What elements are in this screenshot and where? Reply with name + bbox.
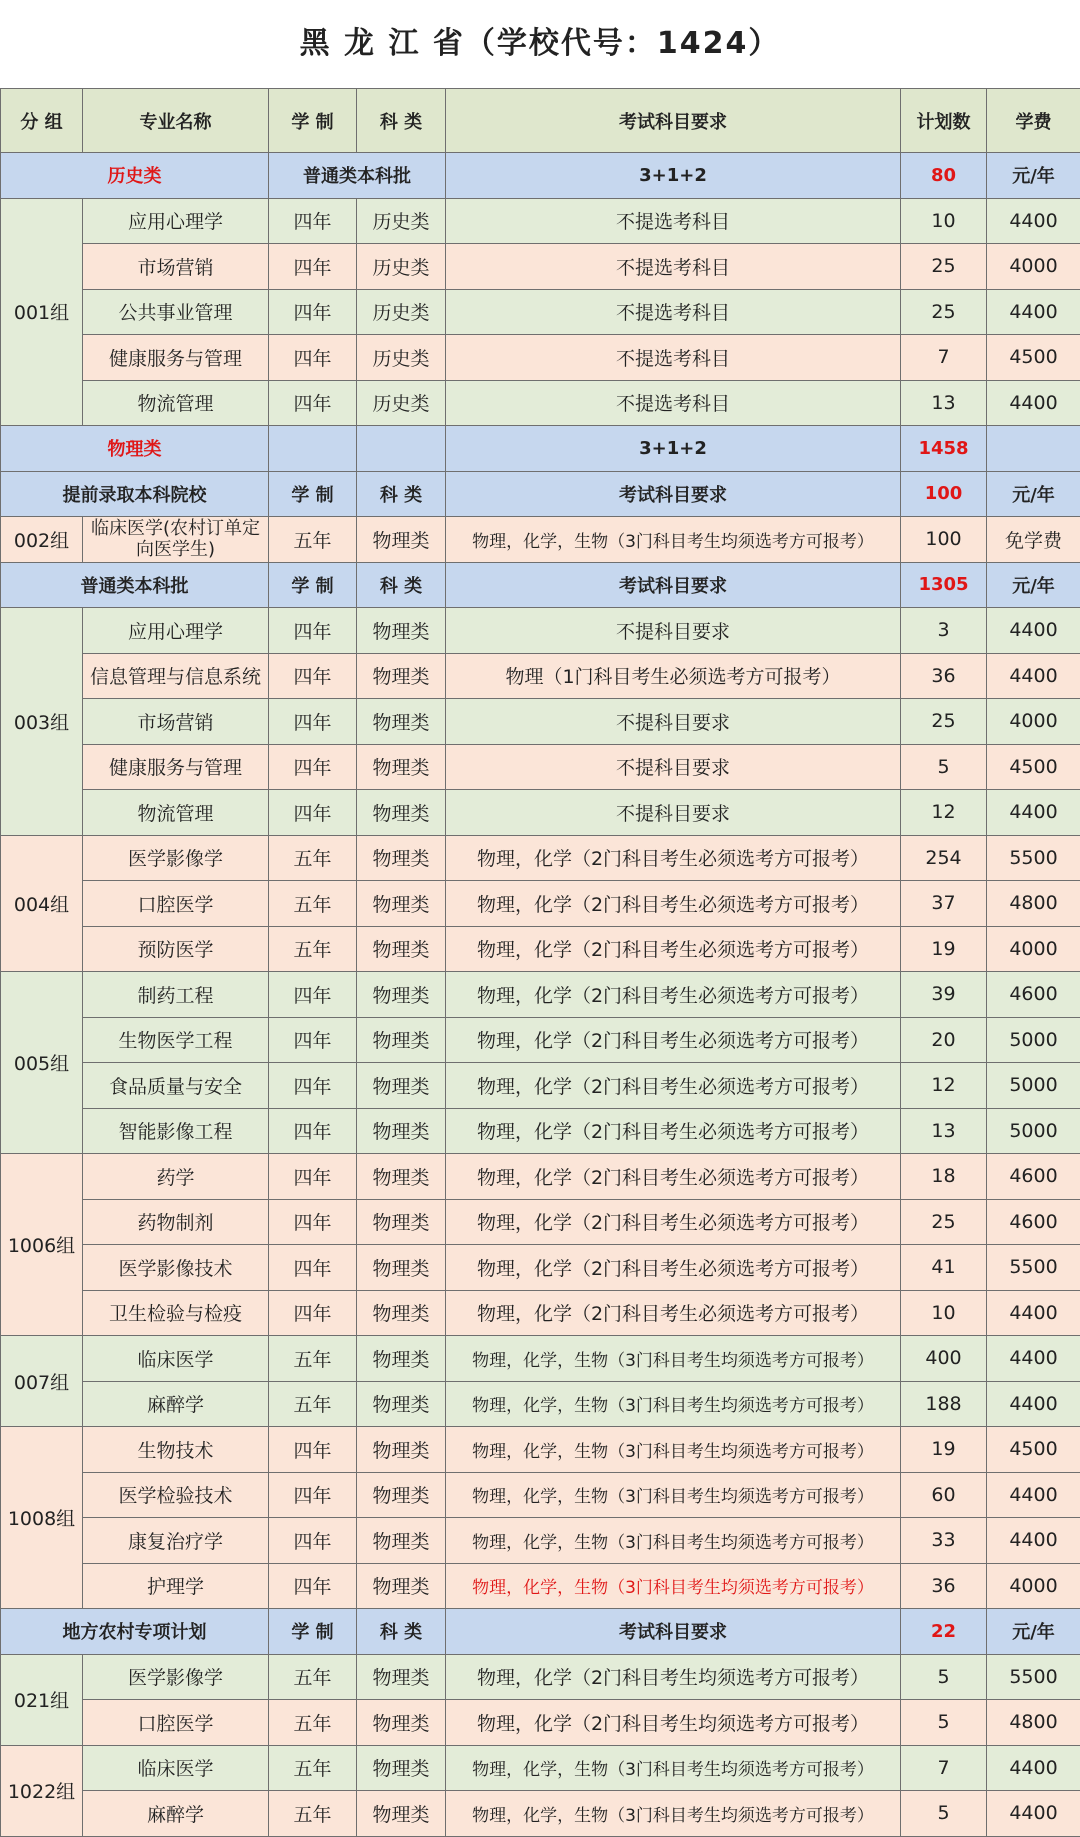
cell-fee: 5500 (987, 835, 1080, 881)
cell-duration: 四年 (269, 1063, 357, 1109)
early-batch-category: 科 类 (357, 471, 446, 517)
cell-fee: 4400 (987, 380, 1080, 426)
early-batch-duration: 学 制 (269, 471, 357, 517)
cell-requirement: 物理，化学（2门科目考生必须选考方可报考） (446, 926, 901, 972)
cell-category: 物理类 (357, 790, 446, 836)
cell-duration: 四年 (269, 1472, 357, 1518)
cell-plan: 5 (901, 744, 987, 790)
cell-fee: 4400 (987, 1290, 1080, 1336)
cell-requirement: 物理，化学（2门科目考生均须选考方可报考） (446, 1654, 901, 1700)
table-row (1, 1472, 1080, 1518)
physics-empty-1 (269, 426, 357, 472)
cell-category: 物理类 (357, 608, 446, 654)
cell-requirement: 物理，化学，生物（3门科目考生均须选考方可报考） (446, 1791, 901, 1837)
cell-requirement: 物理（1门科目考生必须选考方可报考） (446, 653, 901, 699)
cell-plan: 254 (901, 835, 987, 881)
table-row (1, 289, 1080, 335)
group-label: 002组 (1, 517, 83, 563)
cell-category: 物理类 (357, 1654, 446, 1700)
rural-batch-duration: 学 制 (269, 1609, 357, 1655)
cell-plan: 19 (901, 1427, 987, 1473)
cell-requirement: 物理，化学，生物（3门科目考生均须选考方可报考） (446, 1336, 901, 1382)
cell-major: 市场营销 (83, 699, 269, 745)
cell-requirement: 不提选考科目 (446, 380, 901, 426)
table-row (1, 198, 1080, 244)
cell-fee: 4400 (987, 289, 1080, 335)
table-row (1, 1700, 1080, 1746)
cell-major: 医学影像技术 (83, 1245, 269, 1291)
group-label: 1006组 (1, 1154, 83, 1336)
table-row (1, 1063, 1080, 1109)
cell-plan: 36 (901, 1563, 987, 1609)
physics-total: 1458 (901, 426, 987, 472)
table-row (1, 1654, 1080, 1700)
cell-fee: 4800 (987, 881, 1080, 927)
cell-duration: 四年 (269, 1427, 357, 1473)
cell-plan: 7 (901, 1745, 987, 1791)
cell-plan: 25 (901, 289, 987, 335)
cell-major: 临床医学 (83, 1745, 269, 1791)
cell-fee: 4600 (987, 1154, 1080, 1200)
cell-category: 物理类 (357, 1700, 446, 1746)
cell-fee: 4600 (987, 1199, 1080, 1245)
cell-category: 物理类 (357, 1154, 446, 1200)
rural-batch-row (1, 1609, 1080, 1655)
cell-duration: 四年 (269, 335, 357, 381)
cell-duration: 四年 (269, 653, 357, 699)
table-row (1, 1245, 1080, 1291)
cell-fee: 4000 (987, 244, 1080, 290)
cell-fee: 4400 (987, 790, 1080, 836)
cell-plan: 5 (901, 1791, 987, 1837)
cell-plan: 25 (901, 699, 987, 745)
table-row (1, 1791, 1080, 1837)
table-row (1, 1154, 1080, 1200)
cell-category: 物理类 (357, 1427, 446, 1473)
cell-major: 食品质量与安全 (83, 1063, 269, 1109)
cell-major: 预防医学 (83, 926, 269, 972)
cell-major: 临床医学(农村订单定向医学生) (83, 517, 269, 563)
table-row (1, 335, 1080, 381)
cell-duration: 五年 (269, 517, 357, 563)
cell-requirement: 物理，化学，生物（3门科目考生均须选考方可报考） (446, 1518, 901, 1564)
cell-major: 生物医学工程 (83, 1017, 269, 1063)
cell-plan: 25 (901, 1199, 987, 1245)
cell-duration: 四年 (269, 1563, 357, 1609)
cell-fee: 5500 (987, 1245, 1080, 1291)
cell-category: 历史类 (357, 244, 446, 290)
cell-duration: 五年 (269, 1654, 357, 1700)
cell-plan: 3 (901, 608, 987, 654)
header-duration: 学 制 (269, 89, 357, 153)
cell-plan: 41 (901, 1245, 987, 1291)
rural-batch-category: 科 类 (357, 1609, 446, 1655)
cell-plan: 18 (901, 1154, 987, 1200)
cell-category: 物理类 (357, 744, 446, 790)
cell-requirement: 不提科目要求 (446, 608, 901, 654)
cell-category: 物理类 (357, 1017, 446, 1063)
cell-requirement: 物理，化学（2门科目考生必须选考方可报考） (446, 881, 901, 927)
cell-category: 物理类 (357, 1745, 446, 1791)
cell-requirement: 物理，化学（2门科目考生必须选考方可报考） (446, 1154, 901, 1200)
cell-plan: 25 (901, 244, 987, 290)
cell-major: 制药工程 (83, 972, 269, 1018)
cell-category: 物理类 (357, 1518, 446, 1564)
cell-requirement: 物理，化学（2门科目考生必须选考方可报考） (446, 835, 901, 881)
table-row (1, 1563, 1080, 1609)
history-label: 历史类 (1, 153, 269, 199)
table-row (1, 699, 1080, 745)
cell-duration: 五年 (269, 881, 357, 927)
cell-category: 物理类 (357, 1245, 446, 1291)
cell-major: 药物制剂 (83, 1199, 269, 1245)
cell-major: 生物技术 (83, 1427, 269, 1473)
cell-requirement: 不提科目要求 (446, 790, 901, 836)
early-batch-fee-unit: 元/年 (987, 471, 1080, 517)
cell-plan: 5 (901, 1700, 987, 1746)
cell-fee: 5500 (987, 1654, 1080, 1700)
cell-duration: 五年 (269, 926, 357, 972)
physics-empty-3 (987, 426, 1080, 472)
cell-duration: 四年 (269, 198, 357, 244)
regular-batch-total: 1305 (901, 562, 987, 608)
group-label: 1022组 (1, 1745, 83, 1836)
cell-duration: 四年 (269, 1199, 357, 1245)
table-row (1, 1017, 1080, 1063)
cell-category: 物理类 (357, 926, 446, 972)
cell-requirement: 物理，化学（2门科目考生必须选考方可报考） (446, 1108, 901, 1154)
table-row (1, 790, 1080, 836)
cell-fee: 4400 (987, 1791, 1080, 1837)
cell-major: 临床医学 (83, 1336, 269, 1382)
group-label: 001组 (1, 198, 83, 426)
cell-major: 口腔医学 (83, 881, 269, 927)
cell-major: 健康服务与管理 (83, 744, 269, 790)
cell-duration: 四年 (269, 1108, 357, 1154)
page-title: 黑 龙 江 省（学校代号：1424） (0, 0, 1080, 88)
cell-category: 物理类 (357, 1472, 446, 1518)
cell-fee: 免学费 (987, 517, 1080, 563)
regular-batch-fee-unit: 元/年 (987, 562, 1080, 608)
cell-category: 物理类 (357, 517, 446, 563)
cell-duration: 四年 (269, 244, 357, 290)
rural-batch-total: 22 (901, 1609, 987, 1655)
cell-major: 信息管理与信息系统 (83, 653, 269, 699)
table-row (1, 1427, 1080, 1473)
cell-plan: 60 (901, 1472, 987, 1518)
table-row (1, 1745, 1080, 1791)
cell-plan: 33 (901, 1518, 987, 1564)
table-row (1, 1108, 1080, 1154)
cell-category: 历史类 (357, 198, 446, 244)
history-section-row (1, 153, 1080, 199)
early-batch-total: 100 (901, 471, 987, 517)
cell-duration: 四年 (269, 1290, 357, 1336)
group-label: 1008组 (1, 1427, 83, 1609)
cell-duration: 四年 (269, 972, 357, 1018)
cell-plan: 7 (901, 335, 987, 381)
cell-plan: 39 (901, 972, 987, 1018)
rural-batch-label: 地方农村专项计划 (1, 1609, 269, 1655)
cell-plan: 10 (901, 198, 987, 244)
cell-fee: 5000 (987, 1063, 1080, 1109)
cell-duration: 五年 (269, 1336, 357, 1382)
cell-category: 物理类 (357, 972, 446, 1018)
table-row (1, 881, 1080, 927)
cell-plan: 5 (901, 1654, 987, 1700)
header-category: 科 类 (357, 89, 446, 153)
header-major: 专业名称 (83, 89, 269, 153)
cell-category: 历史类 (357, 380, 446, 426)
cell-category: 物理类 (357, 1381, 446, 1427)
table-row (1, 744, 1080, 790)
cell-requirement: 物理，化学（2门科目考生必须选考方可报考） (446, 1063, 901, 1109)
cell-requirement: 不提科目要求 (446, 744, 901, 790)
cell-fee: 4500 (987, 744, 1080, 790)
cell-category: 物理类 (357, 1563, 446, 1609)
cell-plan: 100 (901, 517, 987, 563)
cell-requirement-highlighted: 物理，化学，生物（3门科目考生均须选考方可报考） (446, 1563, 901, 1609)
cell-plan: 13 (901, 1108, 987, 1154)
cell-major: 健康服务与管理 (83, 335, 269, 381)
table-row (1, 244, 1080, 290)
history-total: 80 (901, 153, 987, 199)
physics-empty-2 (357, 426, 446, 472)
table-row (1, 926, 1080, 972)
cell-duration: 四年 (269, 608, 357, 654)
cell-requirement: 物理，化学，生物（3门科目考生均须选考方可报考） (446, 1745, 901, 1791)
cell-fee: 4400 (987, 1381, 1080, 1427)
table-row (1, 1336, 1080, 1382)
cell-requirement: 物理，化学（2门科目考生必须选考方可报考） (446, 1199, 901, 1245)
regular-batch-category: 科 类 (357, 562, 446, 608)
group-label: 021组 (1, 1654, 83, 1745)
cell-fee: 4800 (987, 1700, 1080, 1746)
cell-major: 医学影像学 (83, 1654, 269, 1700)
cell-fee: 4400 (987, 653, 1080, 699)
physics-section-row (1, 426, 1080, 472)
physics-mode: 3+1+2 (446, 426, 901, 472)
cell-plan: 20 (901, 1017, 987, 1063)
cell-fee: 4400 (987, 1745, 1080, 1791)
cell-category: 物理类 (357, 1791, 446, 1837)
cell-major: 应用心理学 (83, 608, 269, 654)
cell-major: 护理学 (83, 1563, 269, 1609)
cell-plan: 36 (901, 653, 987, 699)
cell-plan: 37 (901, 881, 987, 927)
history-batch: 普通类本科批 (269, 153, 446, 199)
cell-requirement: 不提选考科目 (446, 244, 901, 290)
cell-major: 物流管理 (83, 790, 269, 836)
cell-duration: 五年 (269, 1791, 357, 1837)
cell-requirement: 不提选考科目 (446, 198, 901, 244)
cell-requirement: 物理，化学（2门科目考生必须选考方可报考） (446, 1245, 901, 1291)
header-group: 分 组 (1, 89, 83, 153)
table-row (1, 517, 1080, 563)
cell-plan: 400 (901, 1336, 987, 1382)
cell-major: 康复治疗学 (83, 1518, 269, 1564)
cell-fee: 4400 (987, 1518, 1080, 1564)
cell-requirement: 物理，化学，生物（3门科目考生均须选考方可报考） (446, 517, 901, 563)
cell-duration: 四年 (269, 744, 357, 790)
cell-fee: 4500 (987, 335, 1080, 381)
cell-category: 物理类 (357, 1063, 446, 1109)
cell-category: 物理类 (357, 1108, 446, 1154)
cell-duration: 四年 (269, 380, 357, 426)
group-label: 004组 (1, 835, 83, 972)
cell-category: 物理类 (357, 653, 446, 699)
cell-duration: 五年 (269, 835, 357, 881)
cell-duration: 四年 (269, 1518, 357, 1564)
cell-major: 物流管理 (83, 380, 269, 426)
cell-duration: 四年 (269, 699, 357, 745)
cell-major: 麻醉学 (83, 1381, 269, 1427)
cell-requirement: 物理，化学（2门科目考生必须选考方可报考） (446, 1290, 901, 1336)
cell-major: 口腔医学 (83, 1700, 269, 1746)
cell-requirement: 不提选考科目 (446, 335, 901, 381)
history-fee-unit: 元/年 (987, 153, 1080, 199)
cell-requirement: 物理，化学，生物（3门科目考生均须选考方可报考） (446, 1427, 901, 1473)
cell-fee: 4600 (987, 972, 1080, 1018)
cell-fee: 4000 (987, 926, 1080, 972)
cell-fee: 4400 (987, 198, 1080, 244)
cell-fee: 4000 (987, 1563, 1080, 1609)
table-header-row (1, 89, 1080, 153)
cell-category: 物理类 (357, 835, 446, 881)
cell-duration: 四年 (269, 1017, 357, 1063)
cell-duration: 四年 (269, 1245, 357, 1291)
physics-label: 物理类 (1, 426, 269, 472)
history-mode: 3+1+2 (446, 153, 901, 199)
header-fee: 学费 (987, 89, 1080, 153)
cell-major: 公共事业管理 (83, 289, 269, 335)
cell-category: 历史类 (357, 289, 446, 335)
cell-category: 物理类 (357, 1290, 446, 1336)
cell-plan: 188 (901, 1381, 987, 1427)
cell-major: 应用心理学 (83, 198, 269, 244)
cell-fee: 5000 (987, 1017, 1080, 1063)
cell-major: 卫生检验与检疫 (83, 1290, 269, 1336)
cell-major: 医学检验技术 (83, 1472, 269, 1518)
regular-batch-duration: 学 制 (269, 562, 357, 608)
cell-fee: 4000 (987, 699, 1080, 745)
table-row (1, 1518, 1080, 1564)
early-batch-label: 提前录取本科院校 (1, 471, 269, 517)
header-plan: 计划数 (901, 89, 987, 153)
table-row (1, 653, 1080, 699)
cell-category: 物理类 (357, 881, 446, 927)
cell-duration: 四年 (269, 289, 357, 335)
rural-batch-requirement: 考试科目要求 (446, 1609, 901, 1655)
cell-requirement: 物理，化学（2门科目考生必须选考方可报考） (446, 972, 901, 1018)
table-row (1, 380, 1080, 426)
cell-category: 物理类 (357, 699, 446, 745)
cell-duration: 五年 (269, 1700, 357, 1746)
early-batch-requirement: 考试科目要求 (446, 471, 901, 517)
cell-requirement: 不提选考科目 (446, 289, 901, 335)
cell-requirement: 物理，化学，生物（3门科目考生均须选考方可报考） (446, 1472, 901, 1518)
regular-batch-label: 普通类本科批 (1, 562, 269, 608)
cell-duration: 五年 (269, 1745, 357, 1791)
cell-major: 麻醉学 (83, 1791, 269, 1837)
admission-plan-table (0, 88, 1080, 1837)
cell-fee: 4400 (987, 1472, 1080, 1518)
cell-requirement: 不提科目要求 (446, 699, 901, 745)
cell-fee: 4400 (987, 1336, 1080, 1382)
table-row (1, 1199, 1080, 1245)
rural-batch-fee-unit: 元/年 (987, 1609, 1080, 1655)
cell-duration: 五年 (269, 1381, 357, 1427)
cell-requirement: 物理，化学（2门科目考生均须选考方可报考） (446, 1700, 901, 1746)
cell-major: 智能影像工程 (83, 1108, 269, 1154)
cell-category: 历史类 (357, 335, 446, 381)
cell-duration: 四年 (269, 790, 357, 836)
cell-duration: 四年 (269, 1154, 357, 1200)
group-label: 003组 (1, 608, 83, 836)
cell-category: 物理类 (357, 1199, 446, 1245)
group-label: 007组 (1, 1336, 83, 1427)
table-row (1, 1381, 1080, 1427)
cell-plan: 19 (901, 926, 987, 972)
regular-batch-row (1, 562, 1080, 608)
cell-plan: 12 (901, 1063, 987, 1109)
cell-major: 市场营销 (83, 244, 269, 290)
table-row (1, 1290, 1080, 1336)
cell-major: 医学影像学 (83, 835, 269, 881)
cell-fee: 4500 (987, 1427, 1080, 1473)
cell-requirement: 物理，化学，生物（3门科目考生均须选考方可报考） (446, 1381, 901, 1427)
early-batch-row (1, 471, 1080, 517)
cell-plan: 13 (901, 380, 987, 426)
table-row (1, 835, 1080, 881)
cell-fee: 5000 (987, 1108, 1080, 1154)
cell-fee: 4400 (987, 608, 1080, 654)
table-row (1, 972, 1080, 1018)
table-row (1, 608, 1080, 654)
cell-category: 物理类 (357, 1336, 446, 1382)
header-requirement: 考试科目要求 (446, 89, 901, 153)
cell-plan: 12 (901, 790, 987, 836)
cell-major: 药学 (83, 1154, 269, 1200)
cell-requirement: 物理，化学（2门科目考生必须选考方可报考） (446, 1017, 901, 1063)
regular-batch-requirement: 考试科目要求 (446, 562, 901, 608)
cell-plan: 10 (901, 1290, 987, 1336)
group-label: 005组 (1, 972, 83, 1154)
